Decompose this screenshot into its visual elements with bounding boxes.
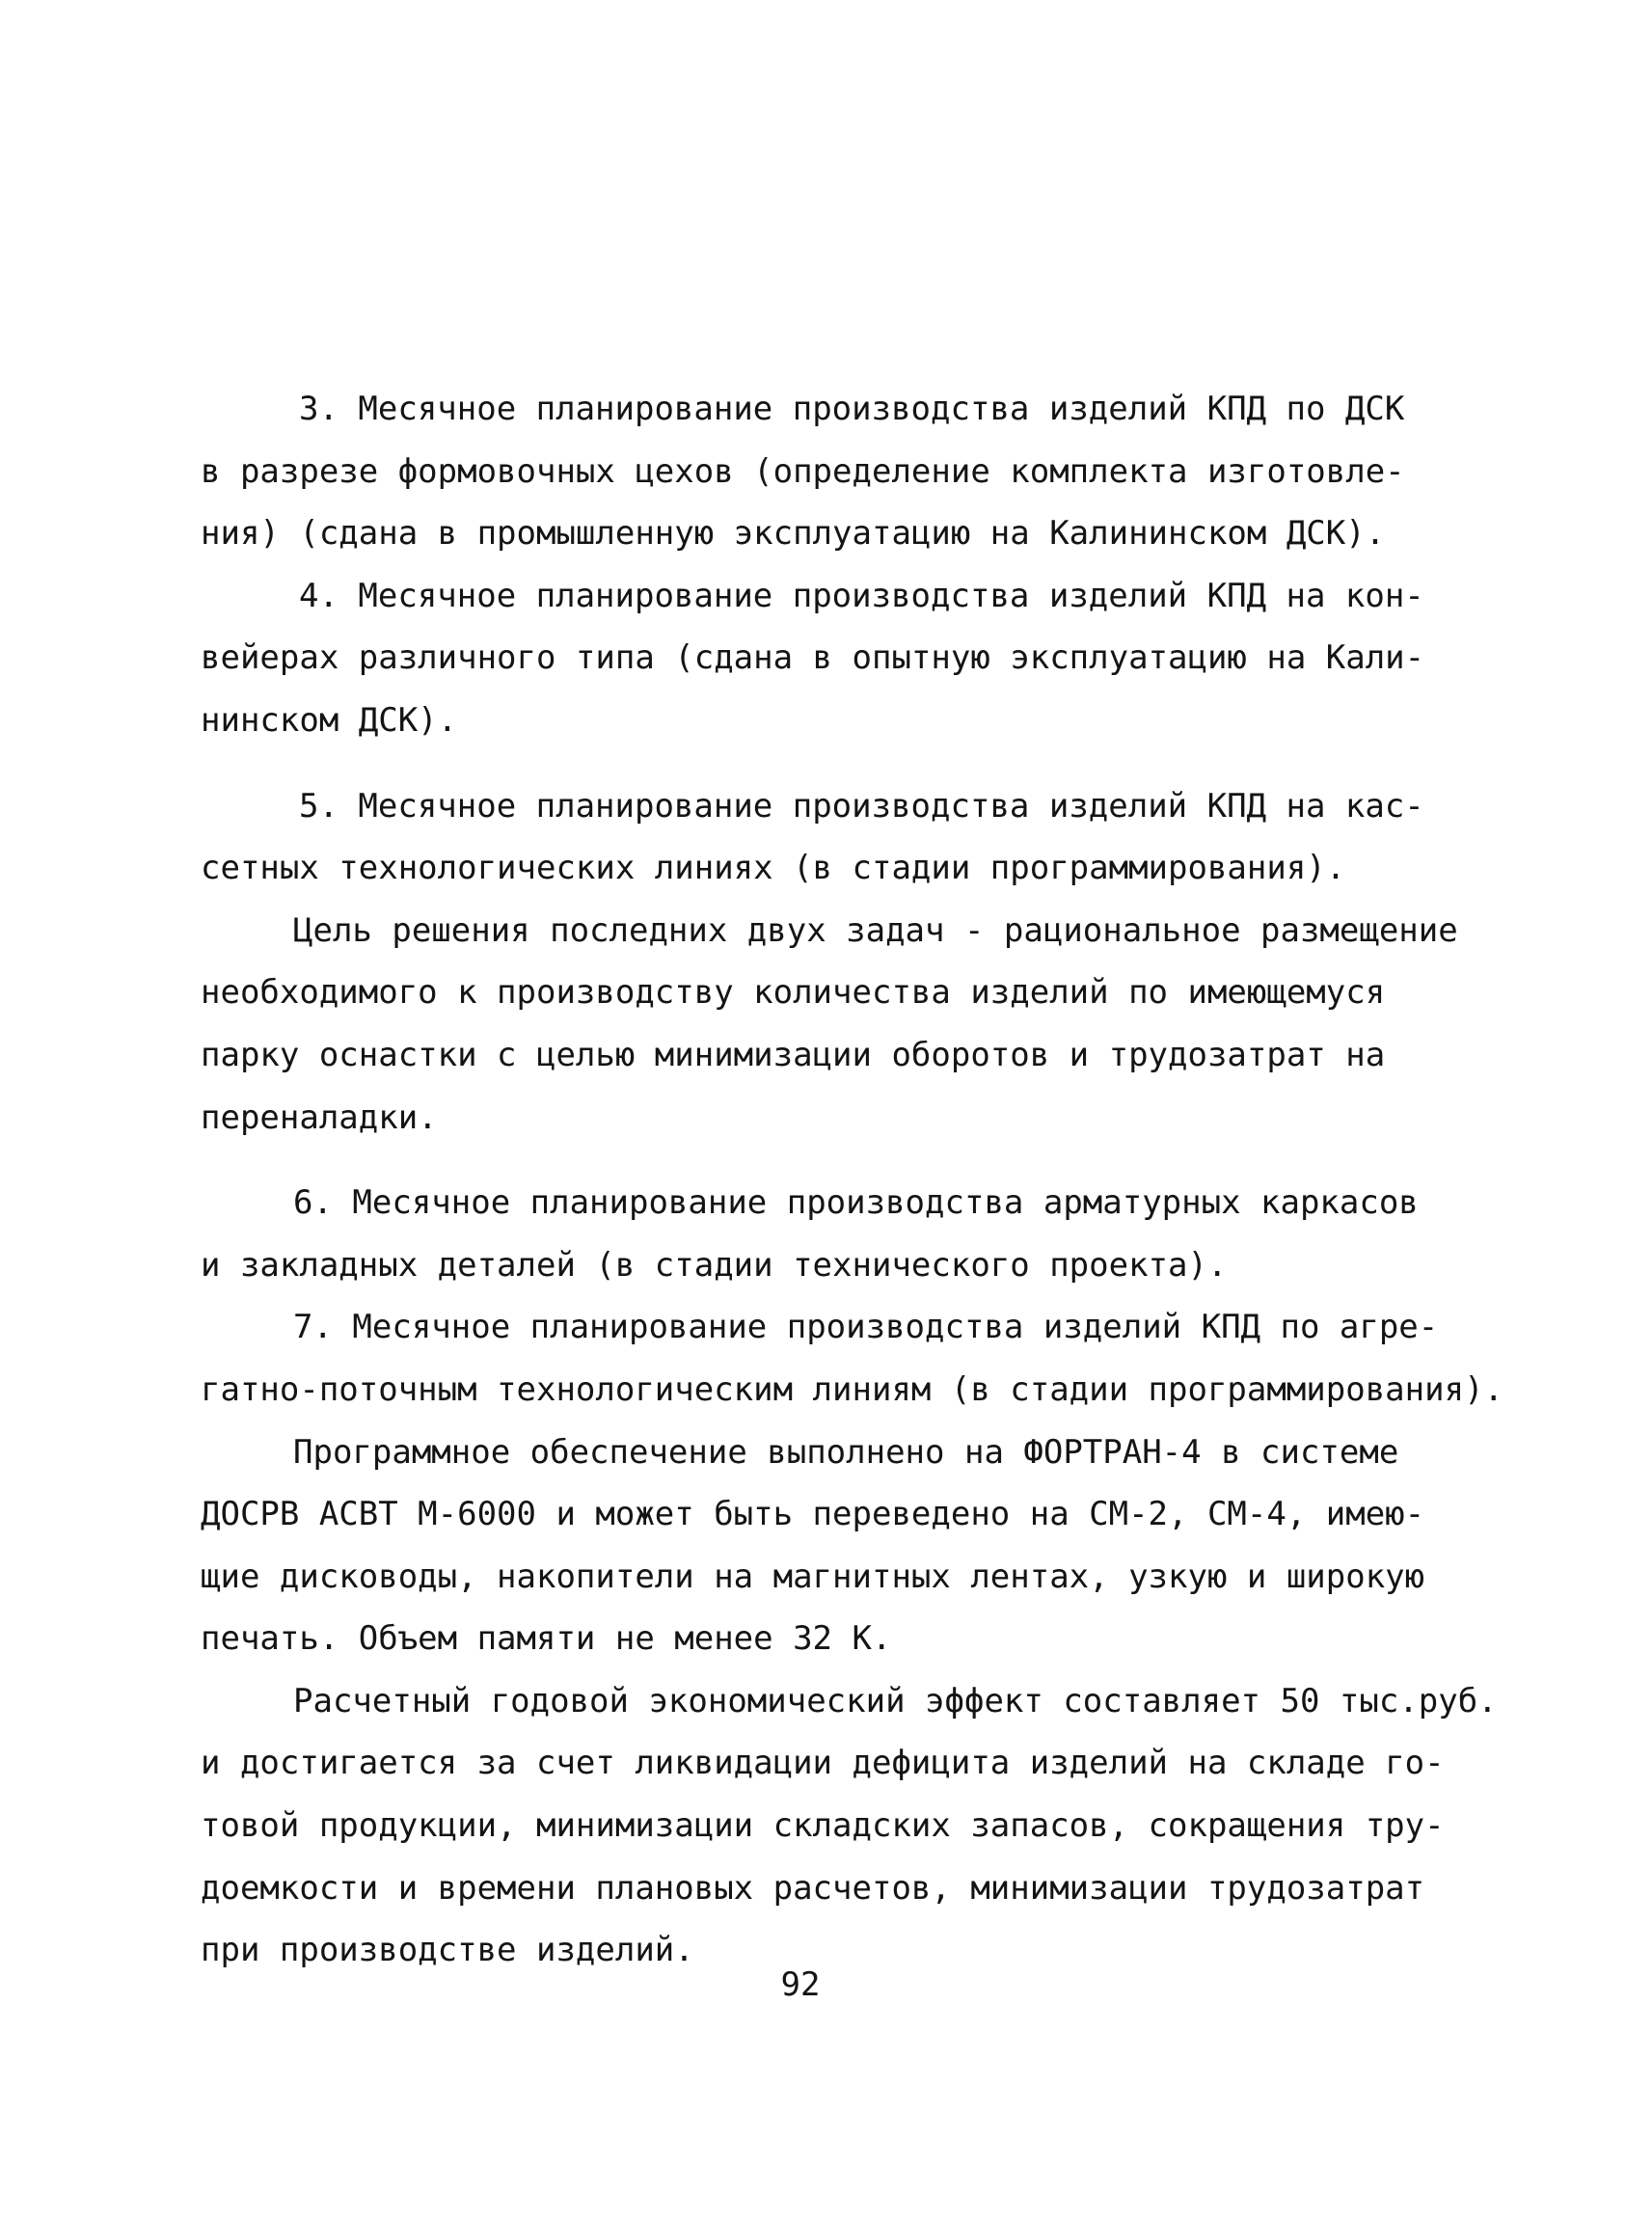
text-line: товой продукции, минимизации складских запасов, сокращения тру-	[201, 1806, 1445, 1846]
page-number: 92	[780, 1965, 821, 2004]
text-line: нинском ДСК).	[201, 700, 458, 740]
text-line: переналадки.	[201, 1097, 438, 1137]
paragraph-item-3	[201, 378, 1483, 565]
text-line: в разрезе формовочных цехов (определение комплекта изготовле-	[201, 451, 1405, 491]
paragraph-gap	[201, 752, 1483, 775]
text-line: необходимого к производству количества изделий по имеющемуся	[201, 973, 1386, 1013]
text-line: гатно-поточным технологическим линиям (в стадии программирования).	[201, 1369, 1504, 1409]
paragraph-item-4	[201, 565, 1483, 752]
text-line: Программное обеспечение выполнено на ФОРТРАН-4 в системе	[293, 1432, 1399, 1472]
paragraph-item-6	[201, 1172, 1483, 1296]
text-line: парку оснастки с целью минимизации оборотов и трудозатрат на	[201, 1035, 1386, 1074]
text-line: 5. Месячное планирование производства изделий КПД на кас-	[299, 786, 1424, 826]
text-line: печать. Объем памяти не менее 32 К.	[201, 1619, 892, 1659]
paragraph-goal	[201, 900, 1483, 1149]
text-line: щие дисководы, накопители на магнитных лентах, узкую и широкую	[201, 1557, 1425, 1596]
text-line: 6. Месячное планирование производства арматурных каркасов	[293, 1183, 1419, 1223]
text-line: при производстве изделий.	[201, 1931, 694, 1970]
text-line: Цель решения последних двух задач - рациональное размещение	[293, 910, 1458, 950]
paragraph-item-5	[201, 775, 1483, 900]
text-line: доемкости и времени плановых расчетов, минимизации трудозатрат	[201, 1868, 1425, 1908]
paragraph-effect	[201, 1670, 1498, 1982]
text-line: вейерах различного типа (сдана в опытную эксплуатацию на Кали-	[201, 638, 1425, 678]
text-line: и закладных деталей (в стадии технического проекта).	[201, 1245, 1228, 1285]
paragraph-item-7	[201, 1296, 1504, 1421]
text-line: 4. Месячное планирование производства изделий КПД на кон-	[299, 576, 1424, 615]
text-line: 3. Месячное планирование производства изделий КПД по ДСК	[299, 390, 1405, 428]
paragraph-gap	[201, 1149, 1483, 1172]
text-line: Расчетный годовой экономический эффект составляет 50 тыс.руб.	[293, 1681, 1498, 1720]
text-line: ДОСРВ АСВТ М-6000 и может быть переведено на СМ-2, СМ-4, имею-	[201, 1495, 1425, 1534]
body-text	[201, 378, 1504, 1982]
paragraph-software	[201, 1422, 1483, 1670]
text-line: 7. Месячное планирование производства изделий КПД по агре-	[293, 1308, 1439, 1347]
text-line: ния) (сдана в промышленную эксплуатацию на Калининском ДСК).	[201, 514, 1386, 554]
text-line: и достигается за счет ликвидации дефицита изделий на складе го-	[201, 1744, 1445, 1783]
text-line: сетных технологических линиях (в стадии программирования).	[201, 849, 1346, 888]
